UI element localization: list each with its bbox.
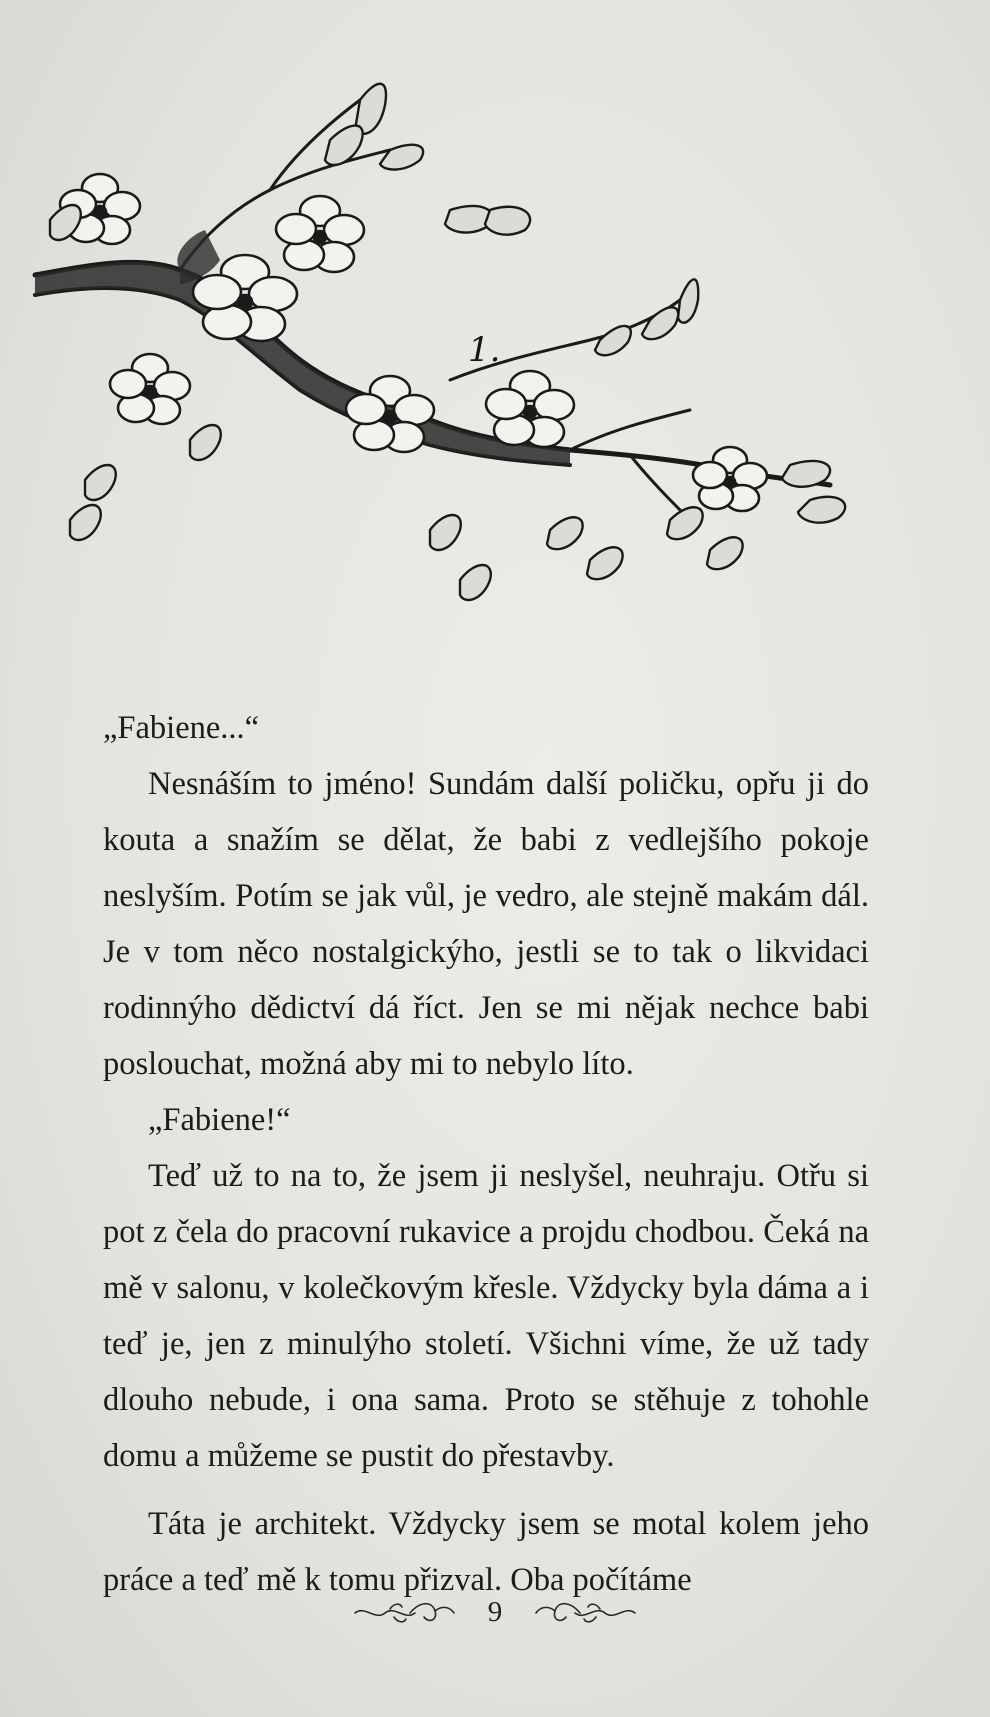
- page-footer: [0, 1592, 990, 1632]
- chapter-number: 1.: [468, 330, 501, 370]
- paragraph: Nesnáším to jméno! Sundám další poličku, opřu ji do kouta a snažím se dělat, že babi z vedlejšího pokoje neslyším. Potím se jak vůl, je vedro, ale stejně makám dál. Je v tom něco nostalgickýho, jestli se to tak o likvidaci rodinnýho dědictví dá říct. Jen se mi nějak nechce babi poslouchat, možná aby mi to nebylo líto.: [103, 766, 869, 1082]
- paragraph: Teď už to na to, že jsem ji neslyšel, neuhraju. Otřu si pot z čela do pracovní rukavice a projdu chodbou. Čeká na mě v salonu, v kolečkovým křesle. Vždycky byla dáma a i teď je, jen z minulýho století. Všichni víme, že už tady dlouho nebude, i ona sama. Proto se stěhuje z tohohle domu a můžeme se pustit do přestavby.: [103, 1158, 869, 1474]
- ornament-left-icon: [350, 1597, 460, 1627]
- body-text: [103, 700, 869, 1608]
- ornament-right-icon: [530, 1597, 640, 1627]
- paragraph: „Fabiene...“: [103, 710, 260, 746]
- page-number: 9: [487, 1595, 503, 1628]
- paragraph: Táta je architekt. Vždycky jsem se motal kolem jeho práce a teď mě k tomu přizval. Oba počítáme: [103, 1506, 869, 1598]
- paragraph: „Fabiene!“: [148, 1102, 291, 1138]
